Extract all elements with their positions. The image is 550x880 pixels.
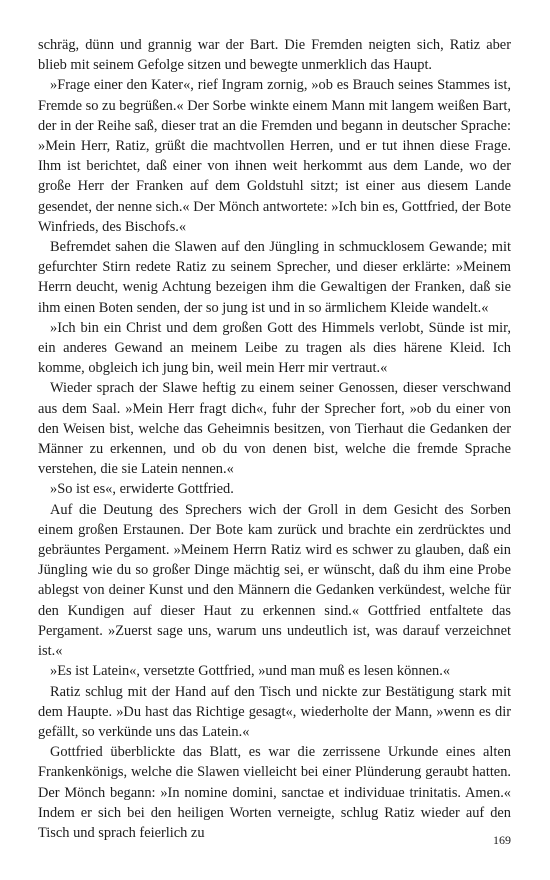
paragraph-9: Ratiz schlug mit der Hand auf den Tisch und nickte zur Bestätigung stark mit dem Haupte. »Du hast das Richtige gesagt«, wiederholte der Mann, »wenn es dir gefällt, so verkünde uns das Latein.« [38,683,511,740]
paragraph-5: Wieder sprach der Slawe heftig zu einem seiner Genossen, dieser verschwand aus dem Saal. »Mein Herr fragt dich«, fuhr der Sprecher fort, »ob du einer von den Weisen bist, welche das Geheimnis besitzen, von Tierhaut die Gedanken der Männer zu erkennen, und ob du von denen bist, welche die fremde Sprache verstehen, die sie Latein nennen.« [38,380,511,478]
paragraph-7: Auf die Deutung des Sprechers wich der Groll in dem Gesicht des Sorben einem großen Erstaunen. Der Bote kam zurück und brachte ein zerdrücktes und gebräuntes Pergament. »Meinem Herrn Ratiz wird es schwer zu glauben, daß ein Jüngling wie du so großer Dinge mächtig sei, er wünscht, daß du ihm eine Probe ablegst von deiner Kunst und den Männern die Gedanken verkündest, welche für den Kundigen auf dieser Haut zu erkennen sind.« Gottfried entfaltete das Pergament. »Zuerst sage uns, warum uns undeutlich ist, was darauf verzeichnet ist.« [38,501,511,660]
book-page-text [38,35,511,843]
paragraph-2: »Frage einer den Kater«, rief Ingram zornig, »ob es Brauch seines Stammes ist, Fremde so zu begrüßen.« Der Sorbe winkte einem Mann mit langem weißen Bart, der in der Reihe saß, dieser trat an die Fremden und begann in deutscher Sprache: »Mein Herr, Ratiz, grüßt die machtvollen Herren, und er tut ihnen diese Frage. Ihm ist berichtet, daß einer von ihnen weit herkommt aus dem Lande, wo der große Herr der Franken auf dem Goldstuhl sitzt; ist einer aus diesem Lande gesendet, der nenne sich.« Der Mönch antwortete: »Ich bin es, Gottfried, der Bote Winfrieds, des Bischofs.« [38,77,511,235]
paragraph-1: schräg, dünn und grannig war der Bart. Die Fremden neigten sich, Ratiz aber blieb mit seinem Gefolge sitzen und bewegte unmerklich das Haupt. [38,37,511,74]
paragraph-3: Befremdet sahen die Slawen auf den Jüngling in schmucklosem Gewande; mit gefurchter Stirn redete Ratiz zu seinem Sprecher, und dieser erklärte: »Meinem Herrn deucht, wenig Achtung bezeigen ihm die Gewaltigen der Franken, daß sie ihm einen Boten senden, der so jung ist und in so ärmlichem Kleide wandelt.« [38,239,511,316]
paragraph-10: Gottfried überblickte das Blatt, es war die zerrissene Urkunde eines alten Frankenkönigs, welche die Slawen vielleicht bei einer Plünderung geraubt hatten. Der Mönch begann: »In nomine domini, sanctae et individuae trinitatis. Amen.« Indem er sich bei den heiligen Worten verneigte, schlug Ratiz wieder auf den Tisch und sprach feierlich zu [38,744,511,841]
page-number: 169 [493,833,511,847]
paragraph-4: »Ich bin ein Christ und dem großen Gott des Himmels verlobt, Sünde ist mir, ein anderes Gewand an meinem Leibe zu tragen als dies härene Kleid. Ich komme, obgleich ich jung bin, weil mein Herr mir vertraut.« [38,319,511,377]
paragraph-8: »Es ist Latein«, versetzte Gottfried, »und man muß es lesen können.« [50,663,451,680]
paragraph-6: »So ist es«, erwiderte Gottfried. [50,481,234,498]
